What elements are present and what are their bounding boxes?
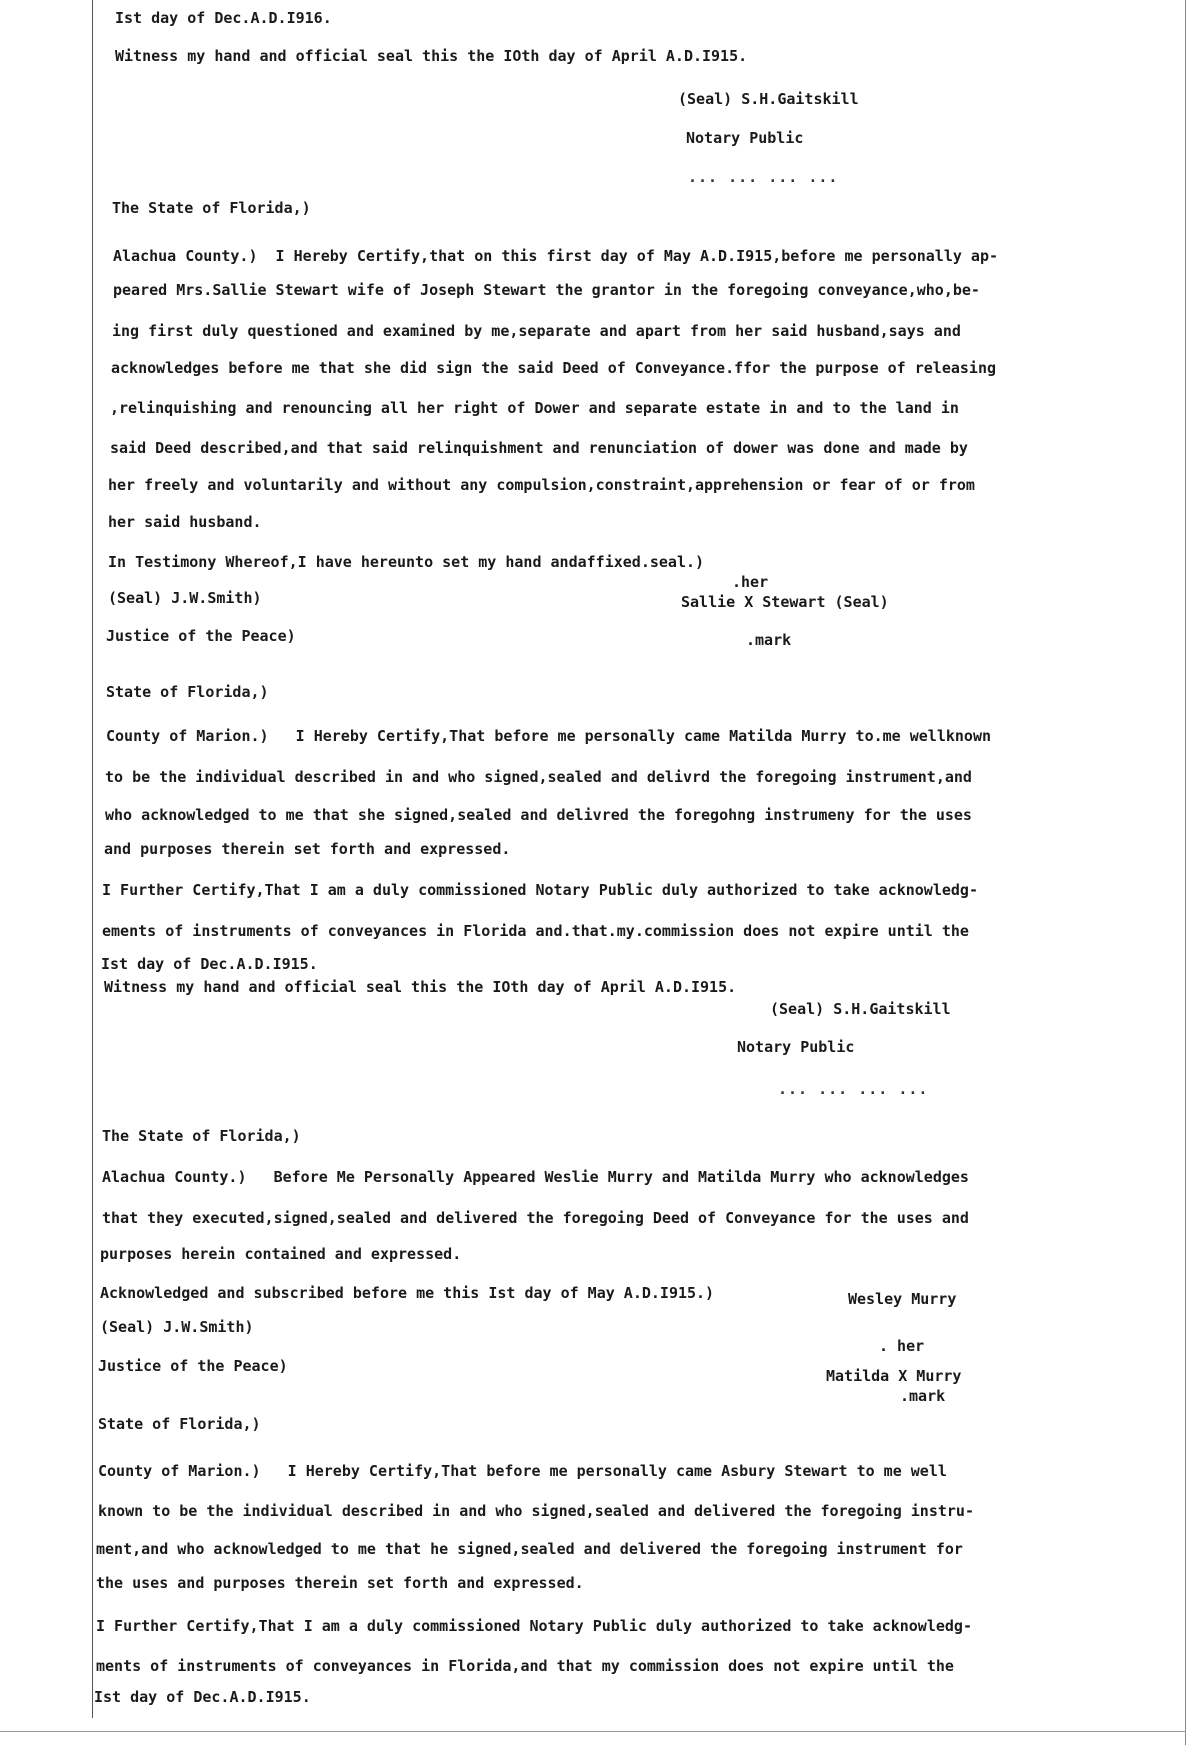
line-36: purposes herein contained and expressed. [100, 1245, 462, 1263]
left-margin-line [92, 0, 93, 1718]
justice-signature-2: (Seal) J.W.Smith) [100, 1318, 254, 1336]
line-48: the uses and purposes therein set forth and expressed. [96, 1574, 584, 1592]
line-12: said Deed described,and that said relinquishment and renunciation of dower was done and made by [110, 439, 968, 457]
notary-title-1: Notary Public [686, 129, 804, 147]
line-29: Witness my hand and official seal this the IOth day of April A.D.I915. [104, 978, 737, 996]
line-08: peared Mrs.Sallie Stewart wife of Joseph Stewart the grantor in the foregoing conveyance,who,be- [113, 281, 980, 299]
line-26: I Further Certify,That I am a duly commissioned Notary Public duly authorized to take acknowledg- [102, 881, 978, 899]
justice-title-2: Justice of the Peace) [98, 1357, 288, 1375]
line-02: Witness my hand and official seal this the IOth day of April A.D.I915. [115, 47, 748, 65]
sallie-stewart-signature: Sallie X Stewart (Seal) [681, 593, 889, 611]
notary-signature-2: (Seal) S.H.Gaitskill [770, 1000, 951, 1018]
mark-label-2: .mark [900, 1387, 946, 1405]
bottom-page-edge [0, 1731, 1186, 1732]
line-47: ment,and who acknowledged to me that he signed,sealed and delivered the foregoing instrument for [96, 1540, 963, 1558]
line-35: that they executed,signed,sealed and delivered the foregoing Deed of Conveyance for the uses and [102, 1209, 969, 1227]
line-24: who acknowledged to me that she signed,sealed and delivred the foregohng instrumeny for the uses [105, 806, 972, 824]
her-mark-label-2: . her [879, 1337, 925, 1355]
line-09: ing first duly questioned and examined by me,separate and apart from her said husband,says and [112, 322, 961, 340]
mark-label-1: .mark [746, 631, 792, 649]
line-28: Ist day of Dec.A.D.I915. [101, 955, 318, 973]
line-07: Alachua County.) I Hereby Certify,that on this first day of May A.D.I915,before me personally ap- [113, 247, 999, 265]
her-mark-label-1: .her [732, 573, 769, 591]
line-44: State of Florida,) [98, 1415, 261, 1433]
separator-dots-2: ... ... ... ... [778, 1080, 929, 1098]
line-46: known to be the individual described in and who signed,sealed and delivered the foregoing instru- [98, 1502, 974, 1520]
line-22: County of Marion.) I Hereby Certify,That before me personally came Matilda Murry to.me wellknown [106, 727, 992, 745]
line-21: State of Florida,) [106, 683, 269, 701]
justice-signature-1: (Seal) J.W.Smith) [108, 589, 262, 607]
line-23: to be the individual described in and who signed,sealed and delivrd the foregoing instrument,and [105, 768, 972, 786]
matilda-murry-signature: Matilda X Murry [826, 1367, 962, 1385]
line-15: In Testimony Whereof,I have hereunto set my hand andaffixed.seal.) [108, 553, 705, 571]
line-27: ements of instruments of conveyances in Florida and.that.my.commission does not expire until the [102, 922, 969, 940]
line-50: ments of instruments of conveyances in Florida,and that my commission does not expire until the [96, 1657, 954, 1675]
line-37: Acknowledged and subscribed before me this Ist day of May A.D.I915.) [100, 1284, 715, 1302]
line-45: County of Marion.) I Hereby Certify,That before me personally came Asbury Stewart to me well [98, 1462, 947, 1480]
line-10: acknowledges before me that she did sign the said Deed of Conveyance.ffor the purpose of releasing [111, 359, 997, 377]
separator-dots-1: ... ... ... ... [688, 168, 839, 186]
line-33: The State of Florida,) [102, 1127, 301, 1145]
line-14: her said husband. [108, 513, 262, 531]
justice-title-1: Justice of the Peace) [106, 627, 296, 645]
line-11: ,relinquishing and renouncing all her right of Dower and separate estate in and to the land in [110, 399, 959, 417]
right-page-edge [1185, 0, 1186, 1745]
wesley-murry-signature: Wesley Murry [848, 1290, 957, 1308]
notary-title-2: Notary Public [737, 1038, 855, 1056]
line-01: Ist day of Dec.A.D.I916. [115, 9, 332, 27]
line-25: and purposes therein set forth and expressed. [104, 840, 511, 858]
notary-signature-1: (Seal) S.H.Gaitskill [678, 90, 859, 108]
line-49: I Further Certify,That I am a duly commissioned Notary Public duly authorized to take acknowledg- [96, 1617, 972, 1635]
line-34: Alachua County.) Before Me Personally Appeared Weslie Murry and Matilda Murry who acknowledges [102, 1168, 969, 1186]
line-13: her freely and voluntarily and without any compulsion,constraint,apprehension or fear of or from [108, 476, 975, 494]
line-51: Ist day of Dec.A.D.I915. [94, 1688, 311, 1706]
line-06: The State of Florida,) [112, 199, 311, 217]
